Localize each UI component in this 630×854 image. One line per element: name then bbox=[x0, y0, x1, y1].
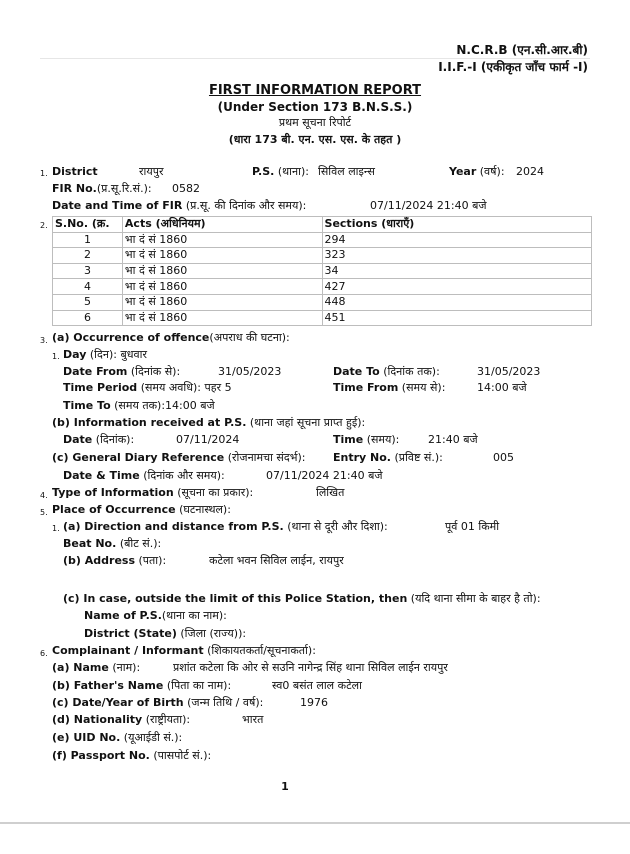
entry-no-value: 005 bbox=[493, 451, 514, 464]
date-to-label-hindi: (दिनांक तक): bbox=[383, 365, 440, 378]
outside-limit-label-hindi: (यदि थाना सीमा के बाहर है तो): bbox=[410, 592, 541, 605]
sno-cell: 3 bbox=[53, 263, 123, 279]
gd-reference-label-hindi: (रोजनामचा संदर्भ): bbox=[227, 451, 306, 464]
table-row bbox=[53, 232, 592, 248]
received-date-value: 07/11/2024 bbox=[176, 433, 240, 446]
nationality-value: भारत bbox=[242, 713, 264, 726]
fir-datetime-value: 07/11/2024 21:40 बजे bbox=[370, 199, 487, 212]
name-label-hindi: (नाम): bbox=[112, 661, 141, 674]
father-name-label-hindi: (पिता का नाम): bbox=[166, 679, 232, 692]
ps-value: सिविल लाइन्स bbox=[318, 165, 375, 178]
received-time-label: Time bbox=[333, 433, 364, 446]
acts-table-header bbox=[53, 217, 592, 233]
section-cell: 451 bbox=[322, 310, 591, 326]
sec5a-number: 1. bbox=[52, 524, 60, 533]
info-received-label-hindi: (थाना जहां सूचना प्राप्त हुई): bbox=[249, 416, 366, 429]
address-label: (b) Address bbox=[63, 554, 135, 567]
report-subtitle: (Under Section 173 B.N.S.S.) bbox=[217, 100, 413, 114]
acts-header: Acts (अधिनियम) bbox=[122, 217, 322, 233]
act-cell: भा दं सं 1860 bbox=[122, 263, 322, 279]
date-from-value: 31/05/2023 bbox=[218, 365, 282, 378]
info-type-label-hindi: (सूचना का प्रकार): bbox=[177, 486, 254, 499]
act-cell: भा दं सं 1860 bbox=[122, 232, 322, 248]
day-number: 1. bbox=[52, 352, 60, 361]
sno-cell: 1 bbox=[53, 232, 123, 248]
district-state-label-hindi: (जिला (राज्य)): bbox=[180, 627, 247, 640]
section-cell: 34 bbox=[322, 263, 591, 279]
passport-label-hindi: (पासपोर्ट सं.): bbox=[153, 749, 212, 762]
sno-cell: 2 bbox=[53, 248, 123, 264]
name-label: (a) Name bbox=[52, 661, 109, 674]
time-period-value: पहर 5 bbox=[204, 381, 232, 394]
address-label-hindi: (पता): bbox=[138, 554, 167, 567]
sno-cell: 5 bbox=[53, 294, 123, 310]
iif-header: I.I.F.-I (एकीकृत जाँच फार्म -I) bbox=[438, 60, 588, 74]
uid-label-hindi: (यूआईडी सं.): bbox=[123, 731, 183, 744]
day-value: बुधवार bbox=[120, 348, 147, 361]
occurrence-label: (a) Occurrence of offence bbox=[52, 331, 210, 344]
dob-value: 1976 bbox=[300, 696, 328, 709]
time-to-label: Time To bbox=[63, 399, 111, 412]
passport-label: (f) Passport No. bbox=[52, 749, 150, 762]
time-from-label-hindi: (समय से): bbox=[401, 381, 446, 394]
year-value: 2024 bbox=[516, 165, 544, 178]
address-value: कटेला भवन सिविल लाईन, रायपुर bbox=[209, 554, 344, 567]
report-title-hindi: प्रथम सूचना रिपोर्ट bbox=[278, 116, 352, 129]
nationality-label: (d) Nationality bbox=[52, 713, 143, 726]
occurrence-label-hindi: (अपराध की घटना): bbox=[209, 331, 290, 344]
received-date-label-hindi: (दिनांक): bbox=[95, 433, 135, 446]
time-from-value: 14:00 बजे bbox=[477, 381, 527, 394]
beat-no-label: Beat No. bbox=[63, 537, 117, 550]
sno-cell: 6 bbox=[53, 310, 123, 326]
direction-label: (a) Direction and distance from P.S. bbox=[63, 520, 284, 533]
ncrb-header: N.C.R.B (एन.सी.आर.बी) bbox=[456, 43, 588, 57]
fir-datetime-label: Date and Time of FIR bbox=[52, 199, 183, 212]
page-number: 1 bbox=[281, 780, 289, 793]
gd-reference-label: (c) General Diary Reference bbox=[52, 451, 225, 464]
table-row bbox=[53, 279, 592, 295]
district-value: रायपुर bbox=[139, 165, 164, 178]
gd-datetime-label: Date & Time bbox=[63, 469, 140, 482]
act-cell: भा दं सं 1860 bbox=[122, 279, 322, 295]
fir-value: 0582 bbox=[172, 182, 200, 195]
dob-label: (c) Date/Year of Birth bbox=[52, 696, 184, 709]
header-divider bbox=[40, 58, 590, 59]
district-label: District bbox=[52, 165, 98, 178]
sec1-number: 1. bbox=[40, 169, 48, 178]
acts-table bbox=[52, 216, 592, 326]
fir-label: FIR No. bbox=[52, 182, 97, 195]
table-row bbox=[53, 310, 592, 326]
section-cell: 323 bbox=[322, 248, 591, 264]
time-to-label-hindi: (समय तक): bbox=[114, 399, 166, 412]
section-cell: 294 bbox=[322, 232, 591, 248]
table-row bbox=[53, 263, 592, 279]
time-period-label: Time Period bbox=[63, 381, 138, 394]
act-cell: भा दं सं 1860 bbox=[122, 248, 322, 264]
ps-label: P.S. bbox=[252, 165, 275, 178]
received-date-label: Date bbox=[63, 433, 93, 446]
gd-datetime-value: 07/11/2024 21:40 बजे bbox=[266, 469, 383, 482]
father-name-label: (b) Father's Name bbox=[52, 679, 164, 692]
received-time-label-hindi: (समय): bbox=[366, 433, 400, 446]
beat-no-label-hindi: (बीट सं.): bbox=[119, 537, 162, 550]
name-value: प्रशांत कटेला कि ओर से सउनि नागेन्द्र सिंह थाना सिविल लाईन रायपुर bbox=[173, 661, 448, 674]
uid-label: (e) UID No. bbox=[52, 731, 121, 744]
district-state-label: District (State) bbox=[84, 627, 177, 640]
time-from-label: Time From bbox=[333, 381, 399, 394]
day-label: Day bbox=[63, 348, 87, 361]
act-cell: भा दं सं 1860 bbox=[122, 294, 322, 310]
complainant-label-hindi: (शिकायतकर्ता/सूचनाकर्ता): bbox=[207, 644, 316, 657]
nationality-label-hindi: (राष्ट्रीयता): bbox=[145, 713, 191, 726]
father-name-value: स्व0 बसंत लाल कटेला bbox=[272, 679, 362, 692]
date-to-value: 31/05/2023 bbox=[477, 365, 541, 378]
report-title: FIRST INFORMATION REPORT bbox=[208, 83, 422, 98]
sno-cell: 4 bbox=[53, 279, 123, 295]
ps-label-hindi: (थाना): bbox=[277, 165, 309, 178]
day-label-hindi: (दिन): bbox=[89, 348, 117, 361]
sec3-number: 3. bbox=[40, 336, 48, 345]
table-row bbox=[53, 248, 592, 264]
year-label-hindi: (वर्ष): bbox=[479, 165, 505, 178]
gd-datetime-label-hindi: (दिनांक और समय): bbox=[143, 469, 225, 482]
report-subtitle-hindi: (धारा 173 बी. एन. एस. एस. के तहत ) bbox=[228, 133, 402, 146]
ps-name-label: Name of P.S. bbox=[84, 609, 162, 622]
info-type-value: लिखित bbox=[316, 486, 345, 499]
date-to-label: Date To bbox=[333, 365, 380, 378]
dob-label-hindi: (जन्म तिथि / वर्ष): bbox=[187, 696, 264, 709]
place-label: Place of Occurrence bbox=[52, 503, 176, 516]
table-row bbox=[53, 294, 592, 310]
sec4-number: 4. bbox=[40, 491, 48, 500]
section-cell: 448 bbox=[322, 294, 591, 310]
info-received-label: (b) Information received at P.S. bbox=[52, 416, 247, 429]
direction-value: पूर्व 01 किमी bbox=[445, 520, 500, 533]
complainant-label: Complainant / Informant bbox=[52, 644, 204, 657]
entry-no-label-hindi: (प्रविष्ट सं.): bbox=[394, 451, 443, 464]
date-from-label-hindi: (दिनांक से): bbox=[130, 365, 181, 378]
entry-no-label: Entry No. bbox=[333, 451, 391, 464]
sec5-number: 5. bbox=[40, 508, 48, 517]
sec2-number: 2. bbox=[40, 221, 48, 230]
fir-label-hindi: (प्र.सू.रि.सं.): bbox=[96, 182, 152, 195]
sec6-number: 6. bbox=[40, 649, 48, 658]
info-type-label: Type of Information bbox=[52, 486, 174, 499]
section-cell: 427 bbox=[322, 279, 591, 295]
direction-label-hindi: (थाना से दूरी और दिशा): bbox=[287, 520, 388, 533]
time-to-value: 14:00 बजे bbox=[165, 399, 215, 412]
sections-header: Sections (धाराएँ) bbox=[322, 217, 591, 233]
year-label: Year bbox=[449, 165, 477, 178]
act-cell: भा दं सं 1860 bbox=[122, 310, 322, 326]
sno-header: S.No. (क्र. bbox=[53, 217, 123, 233]
place-label-hindi: (घटनास्थल): bbox=[179, 503, 231, 516]
date-from-label: Date From bbox=[63, 365, 128, 378]
ps-name-label-hindi: (थाना का नाम): bbox=[161, 609, 227, 622]
outside-limit-label: (c) In case, outside the limit of this Police Station, then bbox=[63, 592, 408, 605]
page-bottom-divider bbox=[0, 822, 630, 824]
received-time-value: 21:40 बजे bbox=[428, 433, 478, 446]
time-period-label-hindi: (समय अवधि): bbox=[140, 381, 202, 394]
fir-datetime-label-hindi: (प्र.सू. की दिनांक और समय): bbox=[185, 199, 307, 212]
